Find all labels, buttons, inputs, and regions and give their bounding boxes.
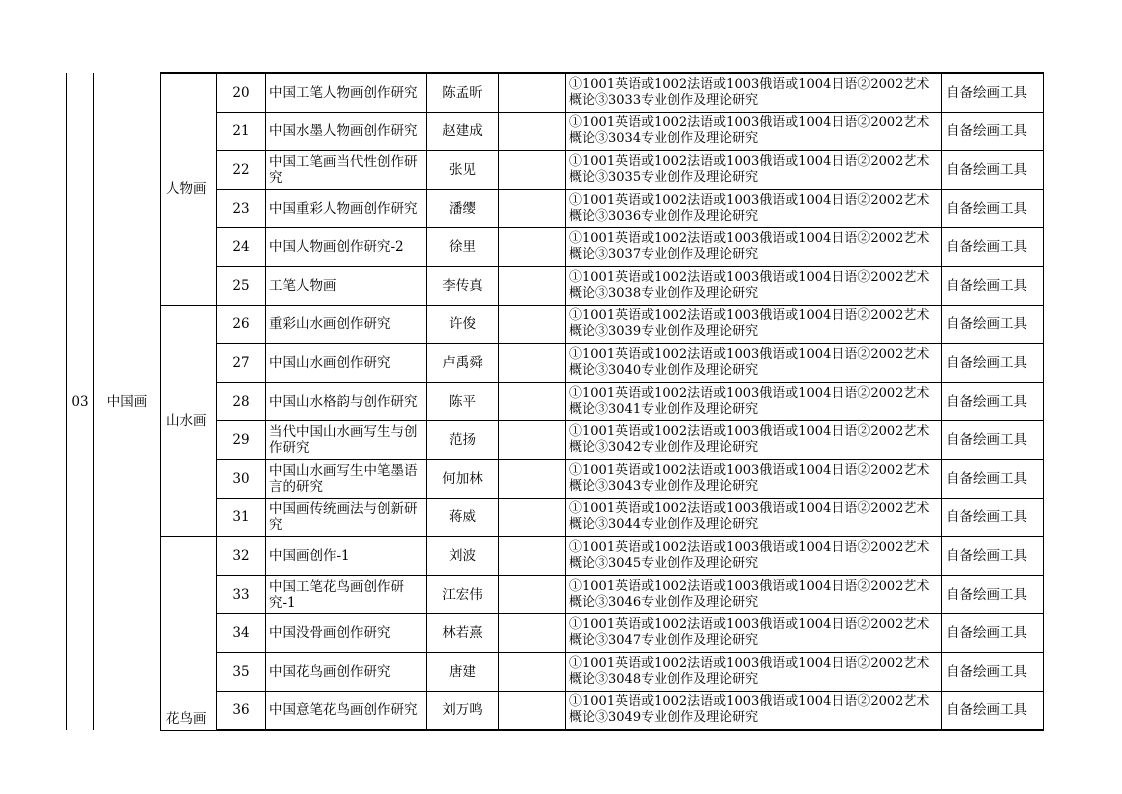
tutor-name: 刘万鸣 bbox=[427, 691, 499, 730]
tutor-name: 陈孟昕 bbox=[427, 73, 499, 112]
blank-cell bbox=[499, 459, 566, 498]
tutor-name: 唐建 bbox=[427, 652, 499, 691]
remarks: 自备绘画工具 bbox=[942, 537, 1044, 576]
tutor-name: 潘缨 bbox=[427, 189, 499, 228]
row-number: 35 bbox=[217, 652, 266, 691]
remarks: 自备绘画工具 bbox=[942, 459, 1044, 498]
exam-subjects: ①1001英语或1002法语或1003俄语或1004日语②2002艺术概论③3049专业创作及理论研究 bbox=[566, 691, 942, 730]
exam-subjects: ①1001英语或1002法语或1003俄语或1004日语②2002艺术概论③3035专业创作及理论研究 bbox=[566, 151, 942, 190]
exam-subjects: ①1001英语或1002法语或1003俄语或1004日语②2002艺术概论③3045专业创作及理论研究 bbox=[566, 537, 942, 576]
tutor-name: 李传真 bbox=[427, 266, 499, 305]
remarks: 自备绘画工具 bbox=[942, 382, 1044, 421]
research-direction: 中国没骨画创作研究 bbox=[266, 614, 427, 653]
enrollment-table bbox=[66, 72, 1044, 731]
row-number: 21 bbox=[217, 112, 266, 151]
exam-subjects: ①1001英语或1002法语或1003俄语或1004日语②2002艺术概论③3042专业创作及理论研究 bbox=[566, 421, 942, 460]
exam-subjects: ①1001英语或1002法语或1003俄语或1004日语②2002艺术概论③3037专业创作及理论研究 bbox=[566, 228, 942, 267]
research-direction: 中国意笔花鸟画创作研究 bbox=[266, 691, 427, 730]
tutor-name: 徐里 bbox=[427, 228, 499, 267]
row-number: 33 bbox=[217, 575, 266, 614]
row-number: 32 bbox=[217, 537, 266, 576]
remarks: 自备绘画工具 bbox=[942, 266, 1044, 305]
blank-cell bbox=[499, 73, 566, 112]
row-number: 30 bbox=[217, 459, 266, 498]
blank-cell bbox=[499, 112, 566, 151]
exam-subjects: ①1001英语或1002法语或1003俄语或1004日语②2002艺术概论③3039专业创作及理论研究 bbox=[566, 305, 942, 344]
research-direction: 中国工笔画当代性创作研究 bbox=[266, 151, 427, 190]
group-name: 花鸟画 bbox=[161, 537, 217, 730]
tutor-name: 许俊 bbox=[427, 305, 499, 344]
exam-subjects: ①1001英语或1002法语或1003俄语或1004日语②2002艺术概论③3036专业创作及理论研究 bbox=[566, 189, 942, 228]
blank-cell bbox=[499, 498, 566, 537]
blank-cell bbox=[499, 537, 566, 576]
row-number: 20 bbox=[217, 73, 266, 112]
remarks: 自备绘画工具 bbox=[942, 614, 1044, 653]
group-name: 人物画 bbox=[161, 73, 217, 305]
blank-cell bbox=[499, 305, 566, 344]
exam-subjects: ①1001英语或1002法语或1003俄语或1004日语②2002艺术概论③3047专业创作及理论研究 bbox=[566, 614, 942, 653]
research-direction: 中国山水格韵与创作研究 bbox=[266, 382, 427, 421]
research-direction: 中国画传统画法与创新研究 bbox=[266, 498, 427, 537]
remarks: 自备绘画工具 bbox=[942, 228, 1044, 267]
blank-cell bbox=[499, 421, 566, 460]
blank-cell bbox=[499, 266, 566, 305]
tutor-name: 陈平 bbox=[427, 382, 499, 421]
research-direction: 中国工笔花鸟画创作研究-1 bbox=[266, 575, 427, 614]
research-direction: 中国画创作-1 bbox=[266, 537, 427, 576]
blank-cell bbox=[499, 614, 566, 653]
research-direction: 中国山水画写生中笔墨语言的研究 bbox=[266, 459, 427, 498]
blank-cell bbox=[499, 151, 566, 190]
remarks: 自备绘画工具 bbox=[942, 498, 1044, 537]
group-name: 山水画 bbox=[161, 305, 217, 537]
row-number: 22 bbox=[217, 151, 266, 190]
research-direction: 中国花鸟画创作研究 bbox=[266, 652, 427, 691]
row-number: 26 bbox=[217, 305, 266, 344]
exam-subjects: ①1001英语或1002法语或1003俄语或1004日语②2002艺术概论③3046专业创作及理论研究 bbox=[566, 575, 942, 614]
exam-subjects: ①1001英语或1002法语或1003俄语或1004日语②2002艺术概论③3044专业创作及理论研究 bbox=[566, 498, 942, 537]
blank-cell bbox=[499, 652, 566, 691]
exam-subjects: ①1001英语或1002法语或1003俄语或1004日语②2002艺术概论③3040专业创作及理论研究 bbox=[566, 344, 942, 383]
table-body bbox=[67, 73, 1044, 730]
tutor-name: 刘波 bbox=[427, 537, 499, 576]
tutor-name: 张见 bbox=[427, 151, 499, 190]
blank-cell bbox=[499, 189, 566, 228]
row-number: 27 bbox=[217, 344, 266, 383]
tutor-name: 林若熹 bbox=[427, 614, 499, 653]
exam-subjects: ①1001英语或1002法语或1003俄语或1004日语②2002艺术概论③3041专业创作及理论研究 bbox=[566, 382, 942, 421]
research-direction: 当代中国山水画写生与创作研究 bbox=[266, 421, 427, 460]
row-number: 24 bbox=[217, 228, 266, 267]
remarks: 自备绘画工具 bbox=[942, 305, 1044, 344]
remarks: 自备绘画工具 bbox=[942, 344, 1044, 383]
blank-cell bbox=[499, 344, 566, 383]
research-direction: 工笔人物画 bbox=[266, 266, 427, 305]
row-number: 23 bbox=[217, 189, 266, 228]
remarks: 自备绘画工具 bbox=[942, 151, 1044, 190]
table-row bbox=[67, 73, 1044, 112]
research-direction: 中国水墨人物画创作研究 bbox=[266, 112, 427, 151]
research-direction: 中国工笔人物画创作研究 bbox=[266, 73, 427, 112]
research-direction: 中国人物画创作研究-2 bbox=[266, 228, 427, 267]
blank-cell bbox=[499, 228, 566, 267]
tutor-name: 蒋威 bbox=[427, 498, 499, 537]
remarks: 自备绘画工具 bbox=[942, 652, 1044, 691]
exam-subjects: ①1001英语或1002法语或1003俄语或1004日语②2002艺术概论③3038专业创作及理论研究 bbox=[566, 266, 942, 305]
tutor-name: 范扬 bbox=[427, 421, 499, 460]
research-direction: 中国山水画创作研究 bbox=[266, 344, 427, 383]
tutor-name: 何加林 bbox=[427, 459, 499, 498]
row-number: 31 bbox=[217, 498, 266, 537]
tutor-name: 赵建成 bbox=[427, 112, 499, 151]
research-direction: 重彩山水画创作研究 bbox=[266, 305, 427, 344]
row-number: 34 bbox=[217, 614, 266, 653]
row-number: 36 bbox=[217, 691, 266, 730]
remarks: 自备绘画工具 bbox=[942, 73, 1044, 112]
table-row bbox=[67, 305, 1044, 344]
tutor-name: 江宏伟 bbox=[427, 575, 499, 614]
exam-subjects: ①1001英语或1002法语或1003俄语或1004日语②2002艺术概论③3048专业创作及理论研究 bbox=[566, 652, 942, 691]
row-number: 29 bbox=[217, 421, 266, 460]
remarks: 自备绘画工具 bbox=[942, 575, 1044, 614]
row-number: 25 bbox=[217, 266, 266, 305]
exam-subjects: ①1001英语或1002法语或1003俄语或1004日语②2002艺术概论③3043专业创作及理论研究 bbox=[566, 459, 942, 498]
remarks: 自备绘画工具 bbox=[942, 112, 1044, 151]
exam-subjects: ①1001英语或1002法语或1003俄语或1004日语②2002艺术概论③3033专业创作及理论研究 bbox=[566, 73, 942, 112]
blank-cell bbox=[499, 575, 566, 614]
table-row bbox=[67, 537, 1044, 576]
row-number: 28 bbox=[217, 382, 266, 421]
research-direction: 中国重彩人物画创作研究 bbox=[266, 189, 427, 228]
department-name: 中国画 bbox=[94, 73, 161, 730]
exam-subjects: ①1001英语或1002法语或1003俄语或1004日语②2002艺术概论③3034专业创作及理论研究 bbox=[566, 112, 942, 151]
blank-cell bbox=[499, 382, 566, 421]
remarks: 自备绘画工具 bbox=[942, 189, 1044, 228]
department-code: 03 bbox=[67, 73, 94, 730]
remarks: 自备绘画工具 bbox=[942, 421, 1044, 460]
tutor-name: 卢禹舜 bbox=[427, 344, 499, 383]
remarks: 自备绘画工具 bbox=[942, 691, 1044, 730]
blank-cell bbox=[499, 691, 566, 730]
